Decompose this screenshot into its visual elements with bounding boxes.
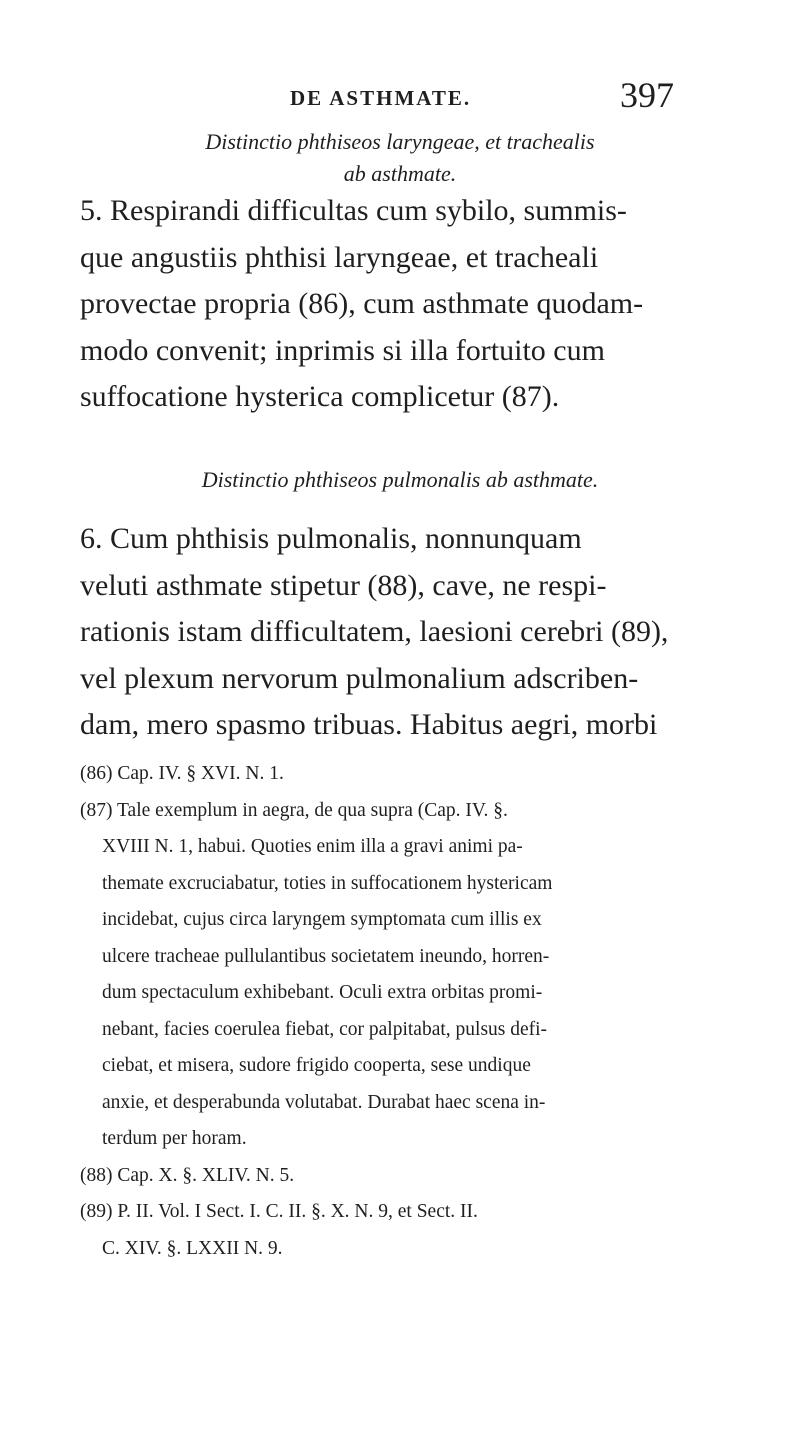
page-number: 397	[620, 75, 674, 115]
footnote-87: (87) Tale exemplum in aegra, de qua supra (Cap. IV. §.	[80, 799, 508, 821]
paragraph-6	[80, 516, 712, 749]
section-heading-5-line2: ab asthmate.	[343, 161, 457, 186]
paragraph-5	[80, 188, 712, 421]
footnote-88: (88) Cap. X. §. XLIV. N. 5.	[80, 1164, 295, 1186]
footnote-87-line: anxie, et desperabunda volutabat. Durabat haec scena in-	[102, 1091, 546, 1113]
paragraph-line: que angustiis phthisi laryngeae, et tracheali	[80, 240, 599, 274]
paragraph-line: 6. Cum phthisis pulmonalis, nonnunquam	[80, 522, 582, 555]
paragraph-line: 5. Respirandi difficultas cum sybilo, summis-	[80, 194, 627, 227]
footnote-89: (89) P. II. Vol. I Sect. I. C. II. §. X. N. 9, et Sect. II.	[80, 1201, 478, 1222]
paragraph-line: modo convenit; inprimis si illa fortuito cum	[80, 333, 605, 367]
section-heading-5-line1: Distinctio phthiseos laryngeae, et trachealis	[205, 129, 595, 154]
paragraph-line: suffocatione hysterica complicetur (87).	[80, 380, 560, 413]
section-heading-6-line1: Distinctio phthiseos pulmonalis ab asthmate.	[201, 467, 599, 492]
paragraph-line: veluti asthmate stipetur (88), cave, ne respi-	[80, 568, 607, 602]
footnote-87-line: themate excruciabatur, toties in suffocationem hystericam	[102, 872, 553, 894]
footnote-87-line: dum spectaculum exhibebant. Oculi extra orbitas promi-	[102, 982, 543, 1003]
footnotes	[80, 756, 712, 1267]
running-title: DE ASTHMATE.	[290, 86, 472, 110]
footnote-87-line: XVIII N. 1, habui. Quoties enim illa a gravi animi pa-	[102, 836, 523, 857]
footnote-87-line: terdum per horam.	[102, 1128, 247, 1149]
footnote-86: (86) Cap. IV. § XVI. N. 1.	[80, 763, 284, 784]
footnote-89-line: C. XIV. §. LXXII N. 9.	[102, 1237, 283, 1259]
paragraph-line: dam, mero spasmo tribuas. Habitus aegri, morbi	[80, 708, 658, 741]
section-heading-5	[110, 126, 690, 190]
paragraph-line: rationis istam difficultatem, laesioni cerebri (89),	[80, 615, 669, 648]
footnote-87-line: incidebat, cujus circa laryngem symptomata cum illis ex	[102, 909, 542, 930]
footnote-87-line: ulcere tracheae pullulantibus societatem ineundo, horren-	[102, 945, 550, 967]
section-heading-6	[110, 464, 690, 496]
paragraph-line: provectae propria (86), cum asthmate quodam-	[80, 287, 644, 320]
footnote-87-line: ciebat, et misera, sudore frigido cooperta, sese undique	[102, 1055, 531, 1076]
footnote-87-line: nebant, facies coerulea fiebat, cor palpitabat, pulsus defi-	[102, 1018, 548, 1040]
paragraph-line: vel plexum nervorum pulmonalium adscriben-	[80, 661, 639, 695]
